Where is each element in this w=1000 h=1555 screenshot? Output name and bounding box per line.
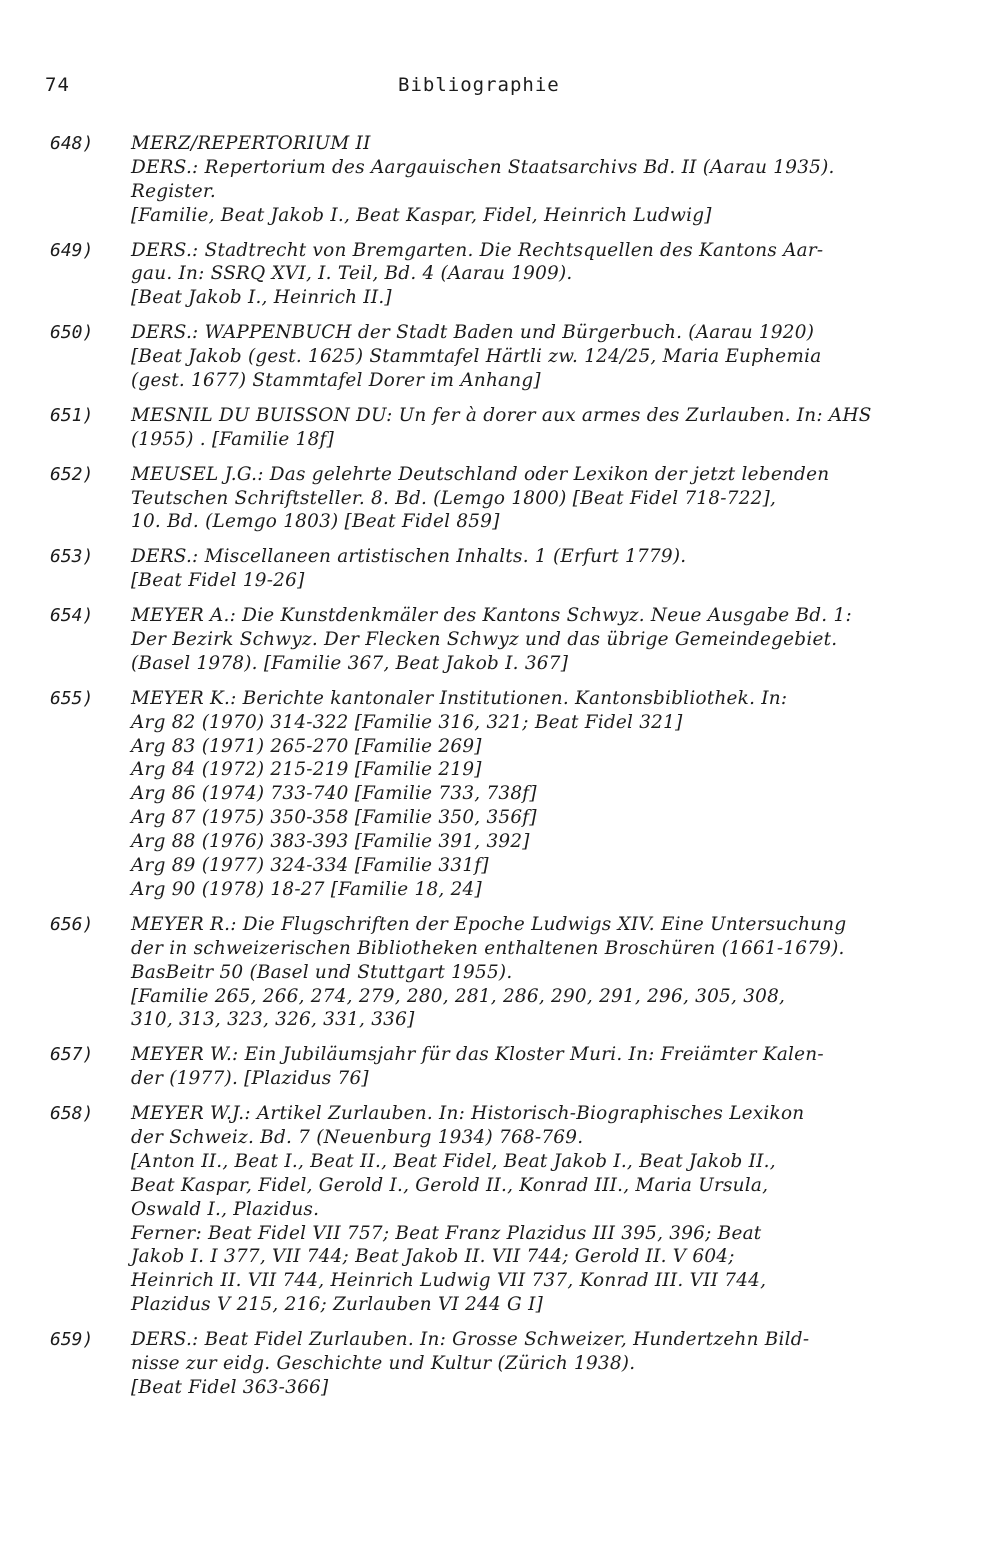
entry-line: Teutschen Schriftsteller. 8. Bd. (Lemgo 1800) [Beat Fidel 718-722], <box>131 487 777 509</box>
entry-number: 648) <box>50 133 94 154</box>
entry-number: 654) <box>50 605 94 627</box>
entry-line: 310, 313, 323, 326, 331, 336] <box>131 1009 415 1031</box>
entry-line: (gest. 1677) Stammtafel Dorer im Anhang] <box>131 370 541 392</box>
entry-text <box>131 545 981 593</box>
entry-line: MEUSEL J.G.: Das gelehrte Deutschland oder Lexikon der jetzt lebenden <box>131 463 830 485</box>
entry-text <box>131 463 981 535</box>
entry-line: Arg 84 (1972) 215-219 [Familie 219] <box>131 759 482 781</box>
entry-line: DERS.: Stadtrecht von Bremgarten. Die Rechtsquellen des Kantons Aar- <box>131 239 824 261</box>
entry-line: Der Bezirk Schwyz. Der Flecken Schwyz und das übrige Gemeindegebiet. <box>131 629 838 651</box>
entry-line: Oswald I., Plazidus. <box>131 1198 320 1220</box>
entry-line: MEYER W.: Ein Jubiläumsjahr für das Kloster Muri. In: Freiämter Kalen- <box>131 1044 824 1066</box>
entry-line: MEYER R.: Die Flugschriften der Epoche Ludwigs XIV. Eine Untersuchung <box>131 913 847 935</box>
entry-line: MESNIL DU BUISSON DU: Un fer à dorer aux armes des Zurlauben. In: AHS <box>131 404 872 426</box>
entry-line: [Beat Fidel 19-26] <box>131 570 305 592</box>
entry-line: [Anton II., Beat I., Beat II., Beat Fidel, Beat Jakob I., Beat Jakob II., <box>131 1150 776 1172</box>
entry-text <box>131 404 981 452</box>
entry-line: Heinrich II. VII 744, Heinrich Ludwig VII 737, Konrad III. VII 744, <box>131 1270 767 1292</box>
entry-line: DERS.: Repertorium des Aargauischen Staatsarchivs Bd. II (Aarau 1935). <box>131 156 835 178</box>
entry-line: Arg 87 (1975) 350-358 [Familie 350, 356f] <box>131 807 537 829</box>
entry-line: DERS.: WAPPENBUCH der Stadt Baden und Bürgerbuch. (Aarau 1920) <box>131 322 815 344</box>
entry-line: nisse zur eidg. Geschichte und Kultur (Zürich 1938). <box>131 1352 636 1374</box>
bibliography-entry <box>0 321 1000 393</box>
entry-line: [Beat Jakob I., Heinrich II.] <box>131 287 392 309</box>
bibliography-entry <box>0 1102 1000 1317</box>
entry-text <box>131 132 981 228</box>
page-header <box>0 74 1000 102</box>
entry-line: Plazidus V 215, 216; Zurlauben VI 244 G I] <box>131 1294 544 1316</box>
entry-line: Arg 90 (1978) 18-27 [Familie 18, 24] <box>131 878 482 900</box>
entry-line: MERZ/REPERTORIUM II <box>131 133 371 154</box>
bibliography-entry <box>0 404 1000 452</box>
entry-line: DERS.: Miscellaneen artistischen Inhalts. 1 (Erfurt 1779). <box>131 546 687 568</box>
entry-number: 650) <box>50 322 94 344</box>
entry-line: Jakob I. I 377, VII 744; Beat Jakob II. VII 744; Gerold II. V 604; <box>131 1246 735 1268</box>
entry-text <box>131 1043 981 1091</box>
entry-line: [Beat Jakob (gest. 1625) Stammtafel Härtli zw. 124/25, Maria Euphemia <box>131 346 822 368</box>
entry-line: [Beat Fidel 363-366] <box>131 1376 329 1398</box>
entry-line: DERS.: Beat Fidel Zurlauben. In: Grosse Schweizer, Hundertzehn Bild- <box>131 1329 810 1351</box>
entry-line: MEYER W.J.: Artikel Zurlauben. In: Historisch-Biographisches Lexikon <box>131 1103 805 1125</box>
bibliography-entry <box>0 604 1000 676</box>
entry-text <box>131 1328 981 1400</box>
entry-number: 657) <box>50 1044 94 1066</box>
bibliography-entry <box>0 913 1000 1032</box>
entry-line: (1955) . [Familie 18f] <box>131 428 335 450</box>
entry-text <box>131 604 981 676</box>
entry-number: 651) <box>50 404 94 426</box>
entry-line: (Basel 1978). [Familie 367, Beat Jakob I. 367] <box>131 652 569 674</box>
entry-number: 652) <box>50 463 94 485</box>
entry-text <box>131 1102 981 1317</box>
bibliography-entry <box>0 239 1000 311</box>
entry-line: Arg 82 (1970) 314-322 [Familie 316, 321; Beat Fidel 321] <box>131 711 683 733</box>
entry-text <box>131 687 981 902</box>
entry-line: der Schweiz. Bd. 7 (Neuenburg 1934) 768-769. <box>131 1126 584 1148</box>
entry-number: 656) <box>50 913 94 935</box>
entry-line: Arg 88 (1976) 383-393 [Familie 391, 392] <box>131 831 530 853</box>
entry-number: 659) <box>50 1329 94 1351</box>
entry-text <box>131 321 981 393</box>
entry-number: 655) <box>50 687 94 709</box>
entry-line: Ferner: Beat Fidel VII 757; Beat Franz Plazidus III 395, 396; Beat <box>131 1222 762 1244</box>
bibliography-entry <box>0 545 1000 593</box>
bibliography-entry <box>0 132 1000 228</box>
bibliography-entry <box>0 1043 1000 1091</box>
entry-line: MEYER K.: Berichte kantonaler Institutionen. Kantonsbibliothek. In: <box>131 687 788 709</box>
entry-line: der (1977). [Plazidus 76] <box>131 1068 369 1090</box>
entry-line: Arg 86 (1974) 733-740 [Familie 733, 738f] <box>131 783 537 805</box>
entry-line: Register. <box>131 180 216 202</box>
entry-line: 10. Bd. (Lemgo 1803) [Beat Fidel 859] <box>131 511 500 533</box>
entry-number: 653) <box>50 546 94 568</box>
entry-number: 649) <box>50 239 94 261</box>
entry-line: BasBeitr 50 (Basel und Stuttgart 1955). <box>131 961 513 983</box>
entry-line: Arg 89 (1977) 324-334 [Familie 331f] <box>131 855 489 877</box>
entry-text <box>131 913 981 1032</box>
entry-line: [Familie, Beat Jakob I., Beat Kaspar, Fidel, Heinrich Ludwig] <box>131 204 712 226</box>
entry-line: [Familie 265, 266, 274, 279, 280, 281, 286, 290, 291, 296, 305, 308, <box>131 985 786 1007</box>
page-number: 74 <box>45 74 70 96</box>
bibliography-entry <box>0 687 1000 902</box>
entry-line: der in schweizerischen Bibliotheken enthaltenen Broschüren (1661-1679). <box>131 937 845 959</box>
entry-line: Arg 83 (1971) 265-270 [Familie 269] <box>131 735 482 757</box>
entry-number: 658) <box>50 1103 94 1125</box>
entry-line: MEYER A.: Die Kunstdenkmäler des Kantons Schwyz. Neue Ausgabe Bd. 1: <box>131 605 852 627</box>
entry-line: gau. In: SSRQ XVI, I. Teil, Bd. 4 (Aarau 1909). <box>131 263 573 285</box>
bibliography-list <box>0 132 1000 1411</box>
entry-text <box>131 239 981 311</box>
bibliography-entry <box>0 463 1000 535</box>
running-title: Bibliographie <box>398 74 560 96</box>
bibliography-entry <box>0 1328 1000 1400</box>
entry-line: Beat Kaspar, Fidel, Gerold I., Gerold II., Konrad III., Maria Ursula, <box>131 1174 769 1196</box>
